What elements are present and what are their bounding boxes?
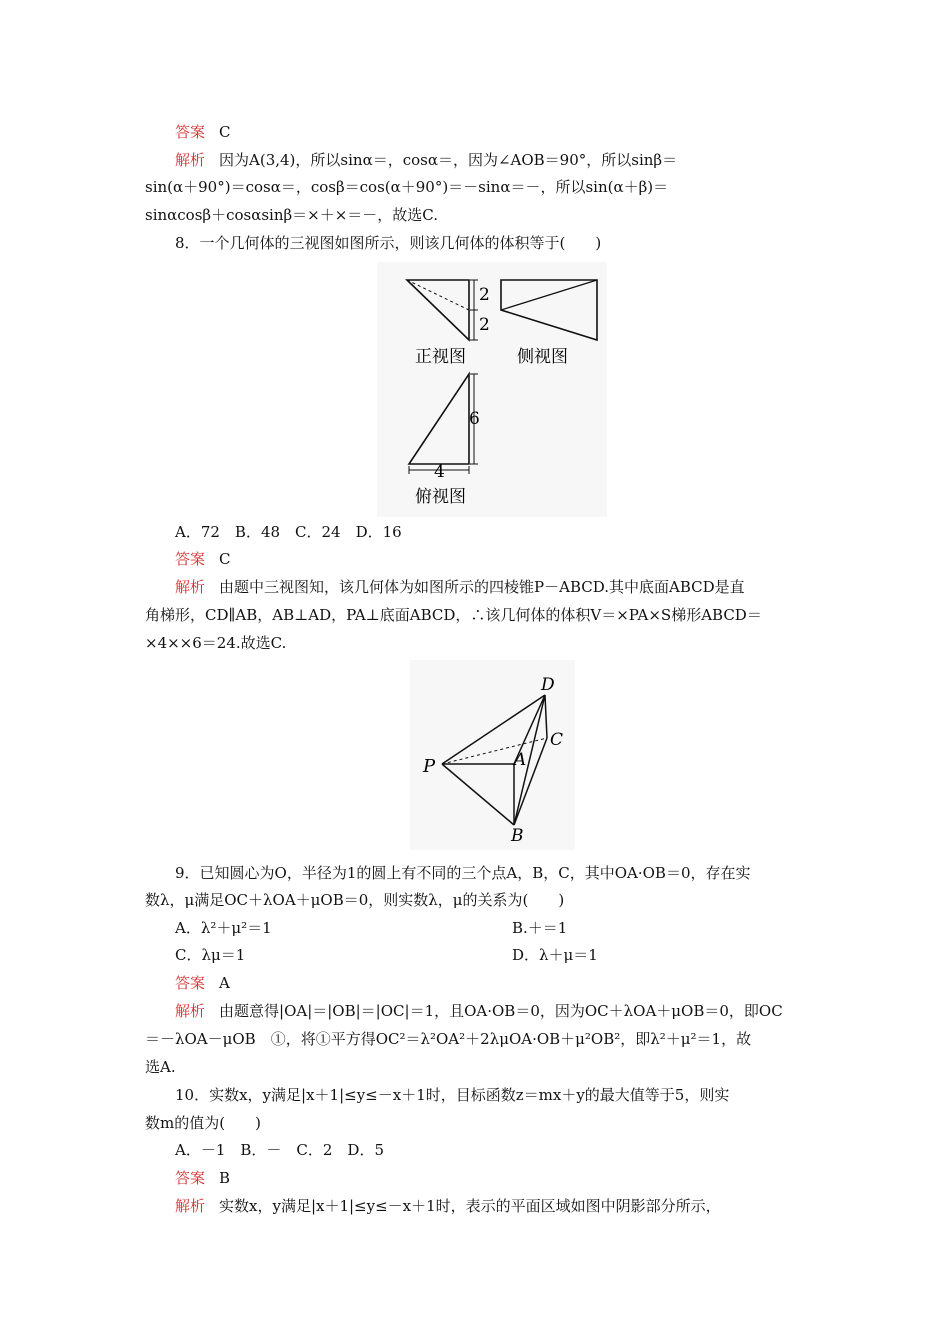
top-view-label: 俯视图: [415, 487, 466, 507]
answer-label: 答案: [175, 550, 206, 568]
front-view-label: 正视图: [415, 347, 466, 367]
answer-value: C: [219, 550, 231, 568]
q8-options: A．72 B．48 C．24 D．16: [175, 523, 402, 541]
q8-analysis-line: 角梯形，CD∥AB，AB⊥AD，PA⊥底面ABCD，∴该几何体的体积V＝×PA×S梯形ABCD＝: [145, 606, 762, 624]
q7-analysis-line: sinαcosβ＋cosαsinβ＝×＋×＝－，故选C.: [145, 206, 439, 224]
option-c: C．λμ＝1: [175, 946, 246, 964]
pyramid-figure: [410, 660, 575, 850]
q10-options: A．－1 B．－ C．2 D．5: [175, 1141, 384, 1159]
dim-label: 4: [434, 462, 445, 482]
answer-label: 答案: [175, 123, 206, 141]
q8-stem: 8．一个几何体的三视图如图所示，则该几何体的体积等于( ): [175, 234, 602, 252]
q9-stem: 9．已知圆心为O，半径为1的圆上有不同的三个点A，B，C，其中OA·OB＝0，存在实: [175, 864, 751, 882]
q9-stem: 数λ，μ满足OC＋λOA＋μOB＝0，则实数λ，μ的关系为( ): [145, 891, 565, 909]
vertex-label: P: [423, 756, 436, 777]
q9-analysis-line: [175, 1000, 783, 1022]
dim-label: 2: [479, 285, 490, 305]
three-view-figure: [377, 262, 607, 517]
analysis-label: 解析: [175, 151, 206, 169]
q8-analysis-line: [175, 576, 745, 598]
q10-analysis-line: [175, 1195, 721, 1217]
q10-stem: 10．实数x，y满足|x＋1|≤y≤－x＋1时，目标函数z＝mx＋y的最大值等于5，则实: [175, 1086, 730, 1104]
analysis-text: 实数x，y满足|x＋1|≤y≤－x＋1时，表示的平面区域如图中阴影部分所示，: [219, 1197, 721, 1215]
q9-analysis-line: 选A.: [145, 1058, 176, 1076]
analysis-label: 解析: [175, 578, 206, 596]
analysis-label: 解析: [175, 1002, 206, 1020]
answer-value: B: [219, 1169, 231, 1187]
q10-answer: [175, 1167, 230, 1189]
q7-analysis-line: sin(α＋90°)＝cosα＝，cosβ＝cos(α＋90°)＝－sinα＝－，所以sin(α＋β)＝: [145, 178, 669, 196]
q8-analysis-line: ×4××6＝24.故选C.: [145, 634, 287, 652]
dim-label: 6: [469, 409, 480, 429]
vertex-label: C: [550, 730, 564, 750]
q7-analysis-line: [175, 149, 677, 171]
vertex-label: B: [511, 826, 524, 846]
analysis-text: 由题中三视图知，该几何体为如图所示的四棱锥P－ABCD.其中底面ABCD是直: [219, 578, 745, 596]
q10-stem: 数m的值为( ): [145, 1114, 261, 1132]
analysis-text: 因为A(3,4)，所以sinα＝，cosα＝，因为∠AOB＝90°，所以sinβ＝: [219, 151, 678, 169]
answer-value: A: [219, 974, 230, 992]
vertex-label: D: [541, 675, 555, 695]
vertex-label: A: [514, 750, 527, 770]
q8-answer: [175, 548, 231, 570]
side-view-label: 侧视图: [517, 347, 568, 367]
q7-answer: [175, 121, 231, 143]
q9-analysis-line: ＝－λOA－μOB ①，将①平方得OC²＝λ²OA²＋2λμOA·OB＋μ²OB²，即λ²＋μ²＝1，故: [145, 1030, 752, 1048]
answer-value: C: [219, 123, 231, 141]
dim-label: 2: [479, 315, 490, 335]
option-b: B.＋＝1: [512, 919, 568, 937]
option-d: D．λ＋μ＝1: [512, 946, 598, 964]
analysis-label: 解析: [175, 1197, 206, 1215]
answer-label: 答案: [175, 1169, 206, 1187]
q9-options-row: [175, 917, 272, 939]
option-a: A．λ²＋μ²＝1: [175, 919, 272, 937]
answer-label: 答案: [175, 974, 206, 992]
analysis-text: 由题意得|OA|＝|OB|＝|OC|＝1，且OA·OB＝0，因为OC＋λOA＋μOB＝0，即OC: [219, 1002, 783, 1020]
q9-answer: [175, 972, 230, 994]
